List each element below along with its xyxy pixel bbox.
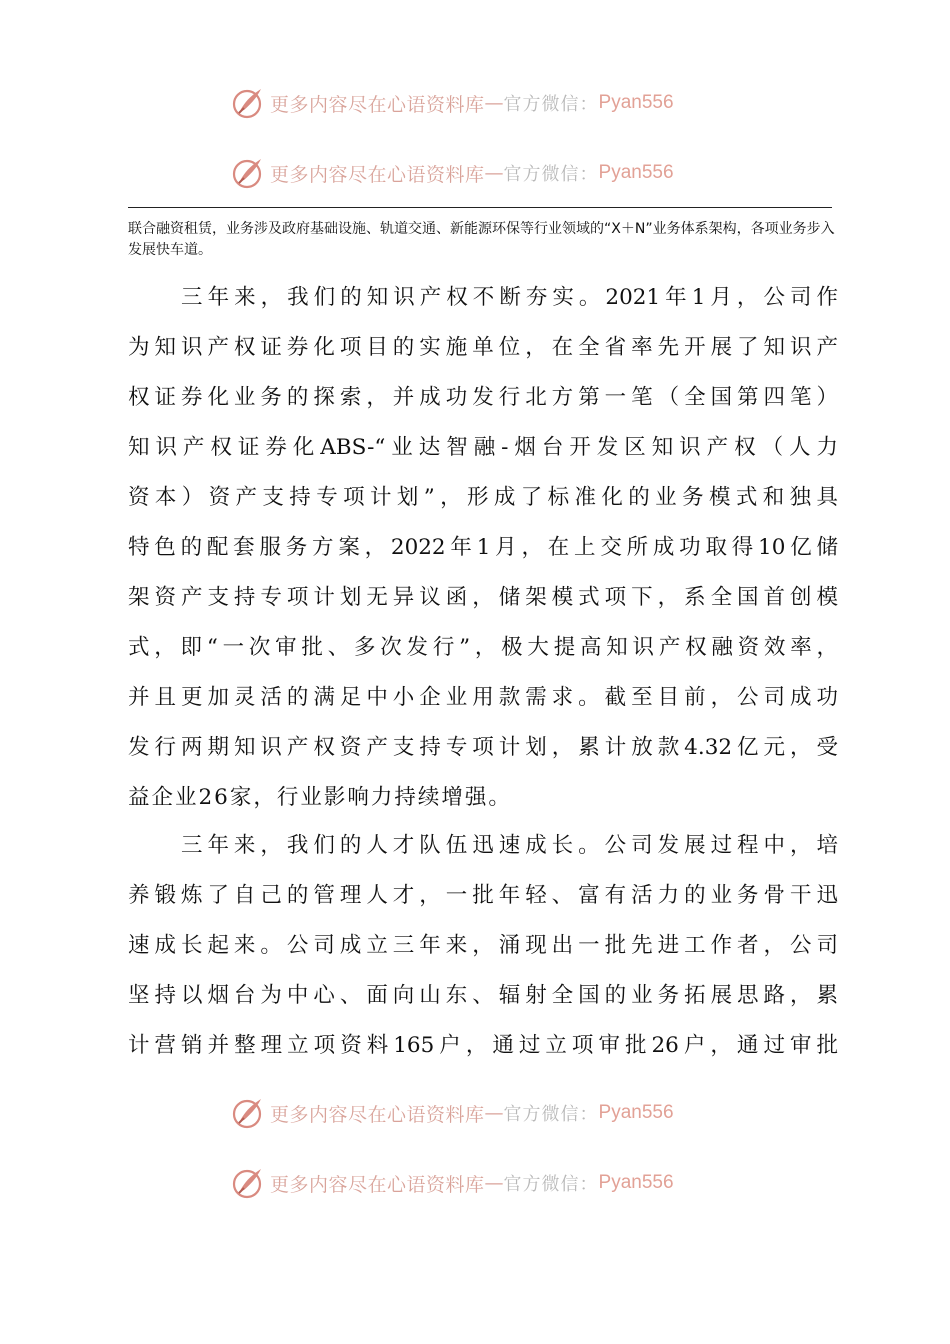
watermark-wechat-label: 官方微信： xyxy=(503,94,599,115)
header-divider xyxy=(128,207,832,208)
quill-logo-icon xyxy=(230,1165,266,1201)
watermark-brand: 更多内容尽在心语资料库 xyxy=(270,163,485,186)
watermark-brand: 更多内容尽在心语资料库 xyxy=(270,1173,485,1196)
continued-paragraph: 联合融资租赁，业务涉及政府基础设施、轨道交通、新能源环保等行业领域的“X＋N”业务体系架构，各项业务步入发展快车道。 xyxy=(128,221,835,258)
watermark-banner xyxy=(230,85,674,121)
watermark-separator: — xyxy=(484,1172,504,1194)
text-line: 知识产权证券化ABS-“业达智融-烟台开发区知识产权（人力 xyxy=(128,435,838,460)
watermark-wechat-id: Pyan556 xyxy=(598,92,674,113)
watermark-separator: — xyxy=(484,92,504,114)
text-line: 为知识产权证券化项目的实施单位，在全省率先开展了知识产 xyxy=(128,335,838,360)
text-line: 速成长起来。公司成立三年来，涌现出一批先进工作者，公司 xyxy=(128,933,838,958)
watermark-brand: 更多内容尽在心语资料库 xyxy=(270,1103,485,1126)
text-line: 三年来，我们的人才队伍迅速成长。公司发展过程中，培 xyxy=(128,833,838,858)
watermark-wechat-label: 官方微信： xyxy=(503,164,599,185)
text-line: 权证券化业务的探索，并成功发行北方第一笔（全国第四笔） xyxy=(128,385,838,410)
text-line: 发行两期知识产权资产支持专项计划，累计放款4.32亿元，受 xyxy=(128,735,838,760)
text-line: 并且更加灵活的满足中小企业用款需求。截至目前，公司成功 xyxy=(128,685,838,710)
text-line: 特色的配套服务方案，2022年1月，在上交所成功取得10亿储 xyxy=(128,535,838,560)
watermark-banner xyxy=(230,1095,674,1131)
text-line: 养锻炼了自己的管理人才，一批年轻、富有活力的业务骨干迅 xyxy=(128,883,838,908)
watermark-banner xyxy=(230,1165,674,1201)
watermark-separator: — xyxy=(484,1102,504,1124)
quill-logo-icon xyxy=(230,1095,266,1131)
watermark-separator: — xyxy=(484,162,504,184)
text-line: 益企业26家，行业影响力持续增强。 xyxy=(128,785,512,810)
text-line: 式，即“一次审批、多次发行”，极大提高知识产权融资效率， xyxy=(128,635,838,660)
watermark-banner xyxy=(230,155,674,191)
watermark-wechat-id: Pyan556 xyxy=(598,1102,674,1123)
text-line: 三年来，我们的知识产权不断夯实。2021年1月，公司作 xyxy=(128,285,838,310)
watermark-wechat-label: 官方微信： xyxy=(503,1104,599,1125)
watermark-wechat-id: Pyan556 xyxy=(598,1172,674,1193)
text-line: 坚持以烟台为中心、面向山东、辐射全国的业务拓展思路，累 xyxy=(128,983,838,1008)
watermark-wechat-label: 官方微信： xyxy=(503,1174,599,1195)
text-line: 架资产支持专项计划无异议函，储架模式项下，系全国首创模 xyxy=(128,585,838,610)
watermark-wechat-id: Pyan556 xyxy=(598,162,674,183)
quill-logo-icon xyxy=(230,85,266,121)
quill-logo-icon xyxy=(230,155,266,191)
text-line: 资本）资产支持专项计划”，形成了标准化的业务模式和独具 xyxy=(128,485,838,510)
watermark-brand: 更多内容尽在心语资料库 xyxy=(270,93,485,116)
text-line: 计营销并整理立项资料165户，通过立项审批26户，通过审批 xyxy=(128,1033,838,1058)
